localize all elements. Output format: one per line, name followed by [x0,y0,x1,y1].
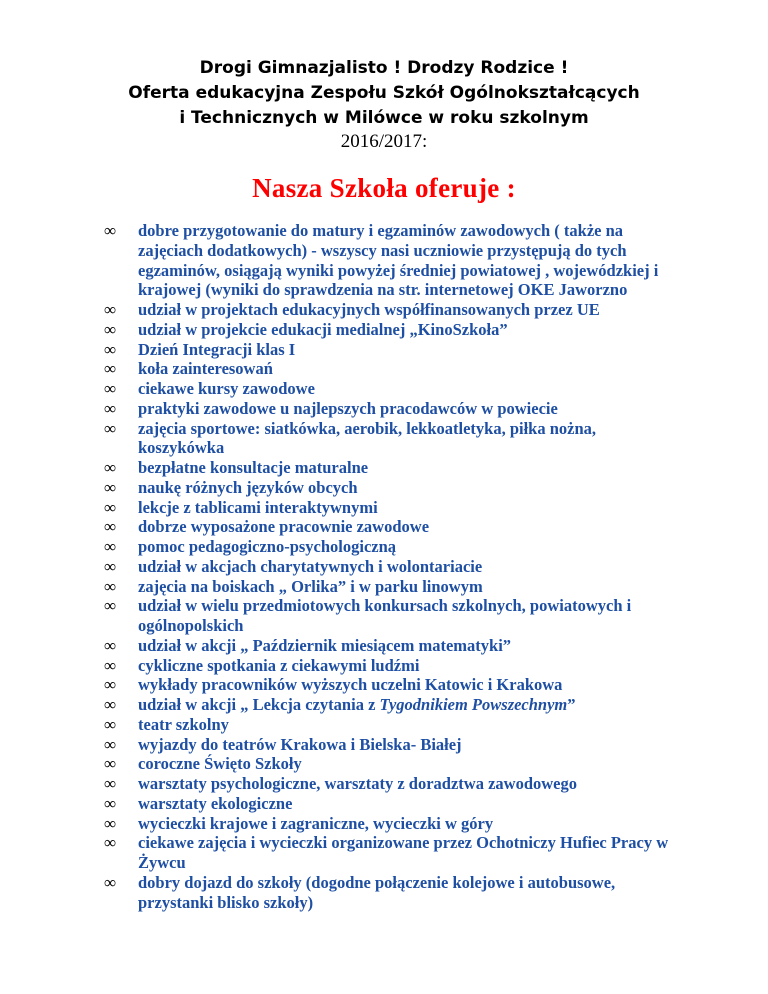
infinity-bullet-icon: ∞ [104,793,117,813]
infinity-bullet-icon: ∞ [104,695,117,714]
list-item-text: wyjazdy do teatrów Krakowa i Bielska- Białej [138,734,462,754]
list-item-text: wykłady pracowników wyższych uczelni Katowic i Krakowa [138,675,563,695]
list-item [0,814,768,834]
magazine-title: Tygodnikiem Powszechnym [379,695,568,714]
list-item-text: cykliczne spotkania z ciekawymi ludźmi [138,655,420,675]
infinity-bullet-icon: ∞ [104,872,117,892]
list-item [0,735,768,755]
list-item-text: teatr szkolny [138,714,229,734]
greeting-line: Drogi Gimnazjalisto ! Drodzy Rodzice ! [199,58,569,78]
infinity-bullet-icon: ∞ [104,675,117,695]
list-item-text: udział w projektach edukacyjnych współfinansowanych przez UE [138,300,600,319]
list-item [0,399,768,419]
infinity-bullet-icon: ∞ [104,754,117,774]
school-year: 2016/2017: [340,131,428,152]
list-item-text: wycieczki krajowe i zagraniczne, wycieczki w góry [138,813,494,833]
list-item-text: naukę różnych języków obcych [138,477,358,497]
infinity-bullet-icon: ∞ [104,477,117,497]
offer-title-line: Oferta edukacyjna Zespołu Szkół Ogólnokształcących [128,83,640,103]
list-item [0,498,768,518]
list-item-text: ciekawe zajęcia i wycieczki organizowane przez Ochotniczy Hufiec Pracy w Żywcu [138,833,669,872]
list-item [0,458,768,478]
list-item-text: udział w akcjach charytatywnych i wolontariacie [138,556,483,576]
infinity-bullet-icon: ∞ [104,379,117,398]
list-item [0,221,768,300]
list-item [0,419,768,459]
list-item-text: pomoc pedagogiczno-psychologiczną [138,537,397,556]
infinity-bullet-icon: ∞ [104,576,117,596]
list-item-text: lekcje z tablicami interaktywnymi [138,497,378,517]
offer-title-line-2: i Technicznych w Milówce w roku szkolnym [179,108,589,128]
list-item-text: dobrze wyposażone pracownie zawodowe [138,517,430,537]
infinity-bullet-icon: ∞ [104,655,117,675]
list-item [0,577,768,597]
list-item-text: udział w akcji „ Październik miesiącem matematyki” [138,635,512,655]
infinity-bullet-icon: ∞ [104,635,117,655]
list-item [0,537,768,557]
infinity-bullet-icon: ∞ [104,517,117,537]
list-item [0,340,768,360]
list-item [0,557,768,577]
list-item [0,774,768,794]
list-item [0,636,768,656]
list-item-text: dobry dojazd do szkoły (dogodne połączenie kolejowe i autobusowe, przystanki blisko szkoły) [138,872,616,912]
list-item [0,300,768,320]
list-item [0,794,768,814]
list-item-text: Dzień Integracji klas I [138,339,296,359]
offer-list [0,221,768,912]
infinity-bullet-icon: ∞ [104,458,117,477]
list-item-text: warsztaty psychologiczne, warsztaty z doradztwa zawodowego [138,774,577,793]
infinity-bullet-icon: ∞ [104,319,117,339]
list-item [0,596,768,636]
list-item-text: dobre przygotowanie do matury i egzaminów zawodowych ( także na zajęciach dodatkowych) - wszyscy nasi uczniowie przystępują do tych egzaminów, osiągają wyniki powyżej średniej powiatowej , wojewódzkiej i krajowej (wyniki do sprawdzenia na str. internetowej OKE Jaworzno [138,221,659,300]
list-item-text: ciekawe kursy zawodowe [138,379,315,398]
list-item [0,715,768,735]
infinity-bullet-icon: ∞ [104,221,117,240]
infinity-bullet-icon: ∞ [104,833,117,853]
infinity-bullet-icon: ∞ [104,398,117,418]
list-item-text: praktyki zawodowe u najlepszych pracodawców w powiecie [138,398,558,418]
infinity-bullet-icon: ∞ [104,556,117,576]
list-item-text: udział w projekcie edukacji medialnej „KinoSzkoła” [138,319,508,339]
list-item-text: zajęcia sportowe: siatkówka, aerobik, lekkoatletyka, piłka nożna, koszykówka [138,418,597,458]
infinity-bullet-icon: ∞ [104,596,117,616]
list-item [0,873,768,913]
list-item-text: udział w wielu przedmiotowych konkursach szkolnych, powiatowych i ogólnopolskich [138,596,632,635]
list-item [0,320,768,340]
list-item-text: coroczne Święto Szkoły [138,754,302,774]
list-item [0,833,768,873]
infinity-bullet-icon: ∞ [104,418,117,438]
list-item [0,675,768,695]
list-item [0,379,768,399]
list-item-text: bezpłatne konsultacje maturalne [138,458,369,477]
list-item [0,656,768,676]
infinity-bullet-icon: ∞ [104,300,117,319]
infinity-bullet-icon: ∞ [104,774,117,793]
list-item [0,754,768,774]
list-item [0,695,768,715]
list-item-text: zajęcia na boiskach „ Orlika” i w parku linowym [138,576,483,596]
document-header [0,56,768,131]
section-heading: Nasza Szkoła oferuje : [252,173,516,203]
list-item [0,478,768,498]
infinity-bullet-icon: ∞ [104,497,117,517]
list-item [0,517,768,537]
list-item-text: udział w akcji „ Lekcja czytania z Tygodnikiem Powszechnym” [138,695,576,714]
infinity-bullet-icon: ∞ [104,359,117,379]
list-item [0,359,768,379]
infinity-bullet-icon: ∞ [104,813,117,833]
list-item-text: warsztaty ekologiczne [138,793,293,813]
infinity-bullet-icon: ∞ [104,734,117,754]
infinity-bullet-icon: ∞ [104,537,117,556]
infinity-bullet-icon: ∞ [104,339,117,359]
infinity-bullet-icon: ∞ [104,714,117,734]
list-item-text: koła zainteresowań [138,359,273,379]
